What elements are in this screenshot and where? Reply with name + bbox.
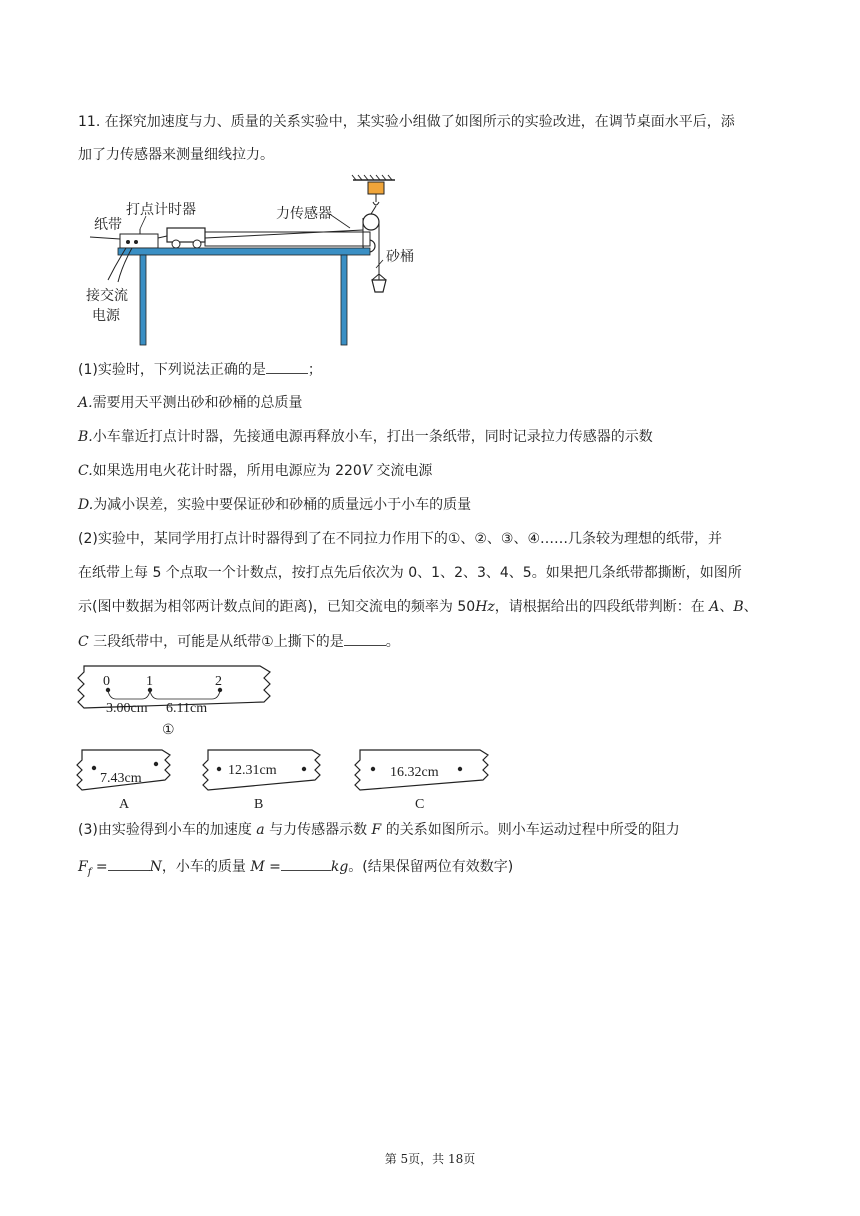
part3-text-mid: 与力传感器示数 xyxy=(264,822,372,838)
part2-line3 xyxy=(78,597,758,617)
part2-letter-a: A xyxy=(709,599,720,615)
option-d xyxy=(78,495,471,515)
point-label-2: 2 xyxy=(215,674,222,689)
part3-line2-end: 。(结果保留两位有效数字) xyxy=(348,859,514,875)
part2-line3-mid: ，请根据给出的四段纸带判断：在 xyxy=(494,599,710,615)
tape-a-dot-right xyxy=(154,762,158,766)
option-c-text-end: 交流电源 xyxy=(371,463,433,479)
part1-prompt xyxy=(78,359,322,380)
var-friction-f: F xyxy=(78,859,88,875)
option-d-text: 为减小误差，实验中要保证砂和砂桶的质量远小于小车的质量 xyxy=(93,497,472,513)
part2-line4-text: 三段纸带中，可能是从纸带①上撕下的是 xyxy=(88,634,344,650)
paper-tapes-figure xyxy=(74,660,494,810)
question-number: 11. xyxy=(78,114,101,130)
tape-c-caption: C xyxy=(415,797,425,810)
question-stem-text: 在探究加速度与力、质量的关系实验中，某实验小组做了如图所示的实验改进，在调节桌面水平后，添 xyxy=(104,114,735,130)
question-stem-line1 xyxy=(78,112,735,132)
point-label-1: 1 xyxy=(146,674,153,689)
point-label-0: 0 xyxy=(103,674,110,689)
option-c-letter: C. xyxy=(78,463,93,479)
option-a-text: 需要用天平测出砂和砂桶的总质量 xyxy=(92,395,303,411)
option-a xyxy=(78,393,303,413)
part2-line2: 在纸带上每 5 个点取一个计数点，按打点先后依次为 0、1、2、3、4、5。如果把几条纸带都撕断，如图所 xyxy=(78,565,742,581)
table-leg-left xyxy=(140,255,146,345)
distance-label-2: 6.11cm xyxy=(166,701,208,716)
table-leg-right xyxy=(341,255,347,345)
part2-sep: 、 xyxy=(719,599,734,615)
label-timer: 打点计时器 xyxy=(126,202,196,218)
ceiling-mount xyxy=(352,175,395,180)
timer-device xyxy=(120,234,158,248)
option-c xyxy=(78,461,432,481)
tape-b-dot-right xyxy=(302,767,306,771)
part3-text: (3)由实验得到小车的加速度 xyxy=(78,822,257,838)
eq-sign-1: = xyxy=(91,859,108,875)
tape-a-caption: A xyxy=(119,797,130,810)
option-c-text: 如果选用电火花计时器，所用电源应为 220 xyxy=(92,463,362,479)
tape-c-value: 16.32cm xyxy=(390,765,439,780)
var-mass-m: M xyxy=(250,859,265,875)
part3-line2-mid: ，小车的质量 xyxy=(161,859,251,875)
apparatus-figure xyxy=(80,172,420,347)
distance-label-1: 3.00cm xyxy=(106,701,148,716)
tape-b-dot-left xyxy=(217,767,221,771)
force-sensor-block xyxy=(368,182,384,194)
option-d-letter: D. xyxy=(78,497,94,513)
table-top xyxy=(118,248,370,255)
top-pulley xyxy=(363,214,379,230)
option-a-letter: A. xyxy=(78,395,93,411)
part3-var-f: F xyxy=(371,822,382,838)
tape-a-dot-left xyxy=(92,766,96,770)
answer-blank-friction[interactable] xyxy=(108,856,150,871)
unit-newton: N xyxy=(149,859,162,875)
answer-blank-1[interactable] xyxy=(266,359,308,374)
part3-text-end: 的关系如图所示。则小车运动过程中所受的阻力 xyxy=(381,822,680,838)
tape-c-dot-left xyxy=(371,767,375,771)
part3-line2 xyxy=(78,856,513,883)
option-c-unit: V xyxy=(361,463,372,479)
option-b xyxy=(78,427,653,447)
part2-line4-end: 。 xyxy=(385,634,400,650)
part2-line3-end: 、 xyxy=(743,599,758,615)
option-b-text: 小车靠近打点计时器，先接通电源再释放小车，打出一条纸带，同时记录拉力传感器的示数 xyxy=(92,429,653,445)
main-tape-caption: ① xyxy=(162,723,175,738)
sand-bucket xyxy=(372,280,386,292)
part2-letter-b: B xyxy=(733,599,744,615)
part2-line4 xyxy=(78,631,400,652)
part1-prompt-end: ； xyxy=(307,362,322,378)
tape-a-value: 7.43cm xyxy=(100,771,142,786)
part2-letter-c: C xyxy=(78,634,89,650)
label-bucket: 砂桶 xyxy=(386,249,414,265)
label-power-1: 接交流 xyxy=(86,288,128,304)
label-sensor: 力传感器 xyxy=(276,206,332,222)
tape-b-caption: B xyxy=(254,797,264,810)
part2-line1: (2)实验中，某同学用打点计时器得到了在不同拉力作用下的①、②、③、④……几条较为理想的纸带，并 xyxy=(78,531,723,547)
tape-b-value: 12.31cm xyxy=(228,763,277,778)
cart xyxy=(167,228,205,242)
part3-line1 xyxy=(78,820,680,840)
unit-kg: kg xyxy=(330,859,349,875)
option-b-letter: B. xyxy=(78,429,93,445)
var-friction-sub: f xyxy=(87,866,92,878)
question-stem-line2: 加了力传感器来测量细线拉力。 xyxy=(78,147,274,163)
answer-blank-2[interactable] xyxy=(344,631,386,646)
part1-prompt-text: (1)实验时，下列说法正确的是 xyxy=(78,362,266,378)
part2-unit-hz: Hz xyxy=(475,599,495,615)
label-power-2: 电源 xyxy=(92,308,120,324)
page-footer: 第 5页，共 18页 xyxy=(384,1152,476,1166)
answer-blank-mass[interactable] xyxy=(281,856,331,871)
label-tape: 纸带 xyxy=(94,217,122,233)
tape-c-dot-right xyxy=(458,767,462,771)
part3-var-a: a xyxy=(256,822,265,838)
part2-line3-text: 示(图中数据为相邻两计数点间的距离)，已知交流电的频率为 50 xyxy=(78,599,476,615)
eq-sign-2: = xyxy=(264,859,281,875)
